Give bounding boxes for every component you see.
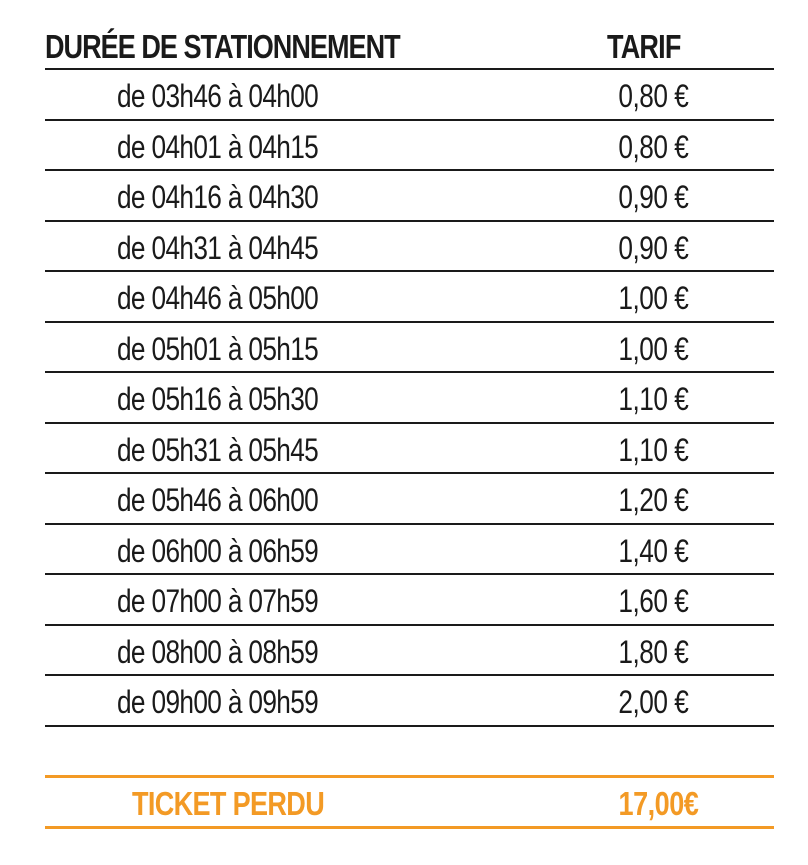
duration-range: de 05h01 à 05h15 bbox=[117, 330, 319, 367]
table-header bbox=[45, 22, 774, 70]
table-row bbox=[45, 626, 774, 677]
price-value: 0,80 € bbox=[617, 128, 688, 165]
table-row bbox=[45, 676, 774, 727]
duration-range: de 05h31 à 05h45 bbox=[117, 431, 319, 468]
price-value: 1,10 € bbox=[617, 381, 688, 417]
price-value: 1,60 € bbox=[617, 583, 688, 619]
duration-range: de 04h46 à 05h00 bbox=[117, 280, 319, 316]
table-row bbox=[45, 171, 774, 222]
price-value: 1,00 € bbox=[617, 280, 688, 316]
duration-range: de 05h46 à 06h00 bbox=[117, 482, 319, 518]
table-row bbox=[45, 474, 774, 525]
duration-range: de 06h00 à 06h59 bbox=[117, 532, 319, 569]
price-value: 1,10 € bbox=[617, 431, 688, 468]
lost-ticket-label: TICKET PERDU bbox=[132, 785, 325, 822]
parking-tariff-table bbox=[45, 22, 774, 727]
price-value: 1,40 € bbox=[617, 532, 688, 569]
table-row bbox=[45, 222, 774, 273]
price-value: 1,00 € bbox=[617, 330, 688, 367]
table-row bbox=[45, 373, 774, 424]
price-value: 2,00 € bbox=[617, 684, 688, 720]
duration-range: de 05h16 à 05h30 bbox=[117, 381, 319, 417]
duration-range: de 04h31 à 04h45 bbox=[117, 229, 319, 266]
table-row bbox=[45, 272, 774, 323]
table-row bbox=[45, 323, 774, 374]
duration-range: de 08h00 à 08h59 bbox=[117, 633, 319, 670]
duration-range: de 04h16 à 04h30 bbox=[117, 179, 319, 215]
table-row bbox=[45, 121, 774, 172]
table-row bbox=[45, 575, 774, 626]
table-row bbox=[45, 525, 774, 576]
duration-range: de 03h46 à 04h00 bbox=[117, 78, 319, 114]
lost-ticket-price: 17,00€ bbox=[618, 785, 698, 822]
lost-ticket-row bbox=[45, 775, 774, 829]
duration-range: de 04h01 à 04h15 bbox=[117, 128, 319, 165]
price-value: 1,20 € bbox=[617, 482, 688, 518]
table-row bbox=[45, 424, 774, 475]
duration-range: de 07h00 à 07h59 bbox=[117, 583, 319, 619]
duration-column-header: DURÉE DE STATIONNEMENT bbox=[45, 28, 400, 65]
duration-range: de 09h00 à 09h59 bbox=[117, 684, 319, 720]
price-value: 0,90 € bbox=[617, 229, 688, 266]
price-value: 1,80 € bbox=[617, 633, 688, 670]
price-value: 0,80 € bbox=[617, 78, 688, 114]
table-row bbox=[45, 70, 774, 121]
tarif-column-header: TARIF bbox=[607, 28, 681, 65]
price-value: 0,90 € bbox=[617, 179, 688, 215]
